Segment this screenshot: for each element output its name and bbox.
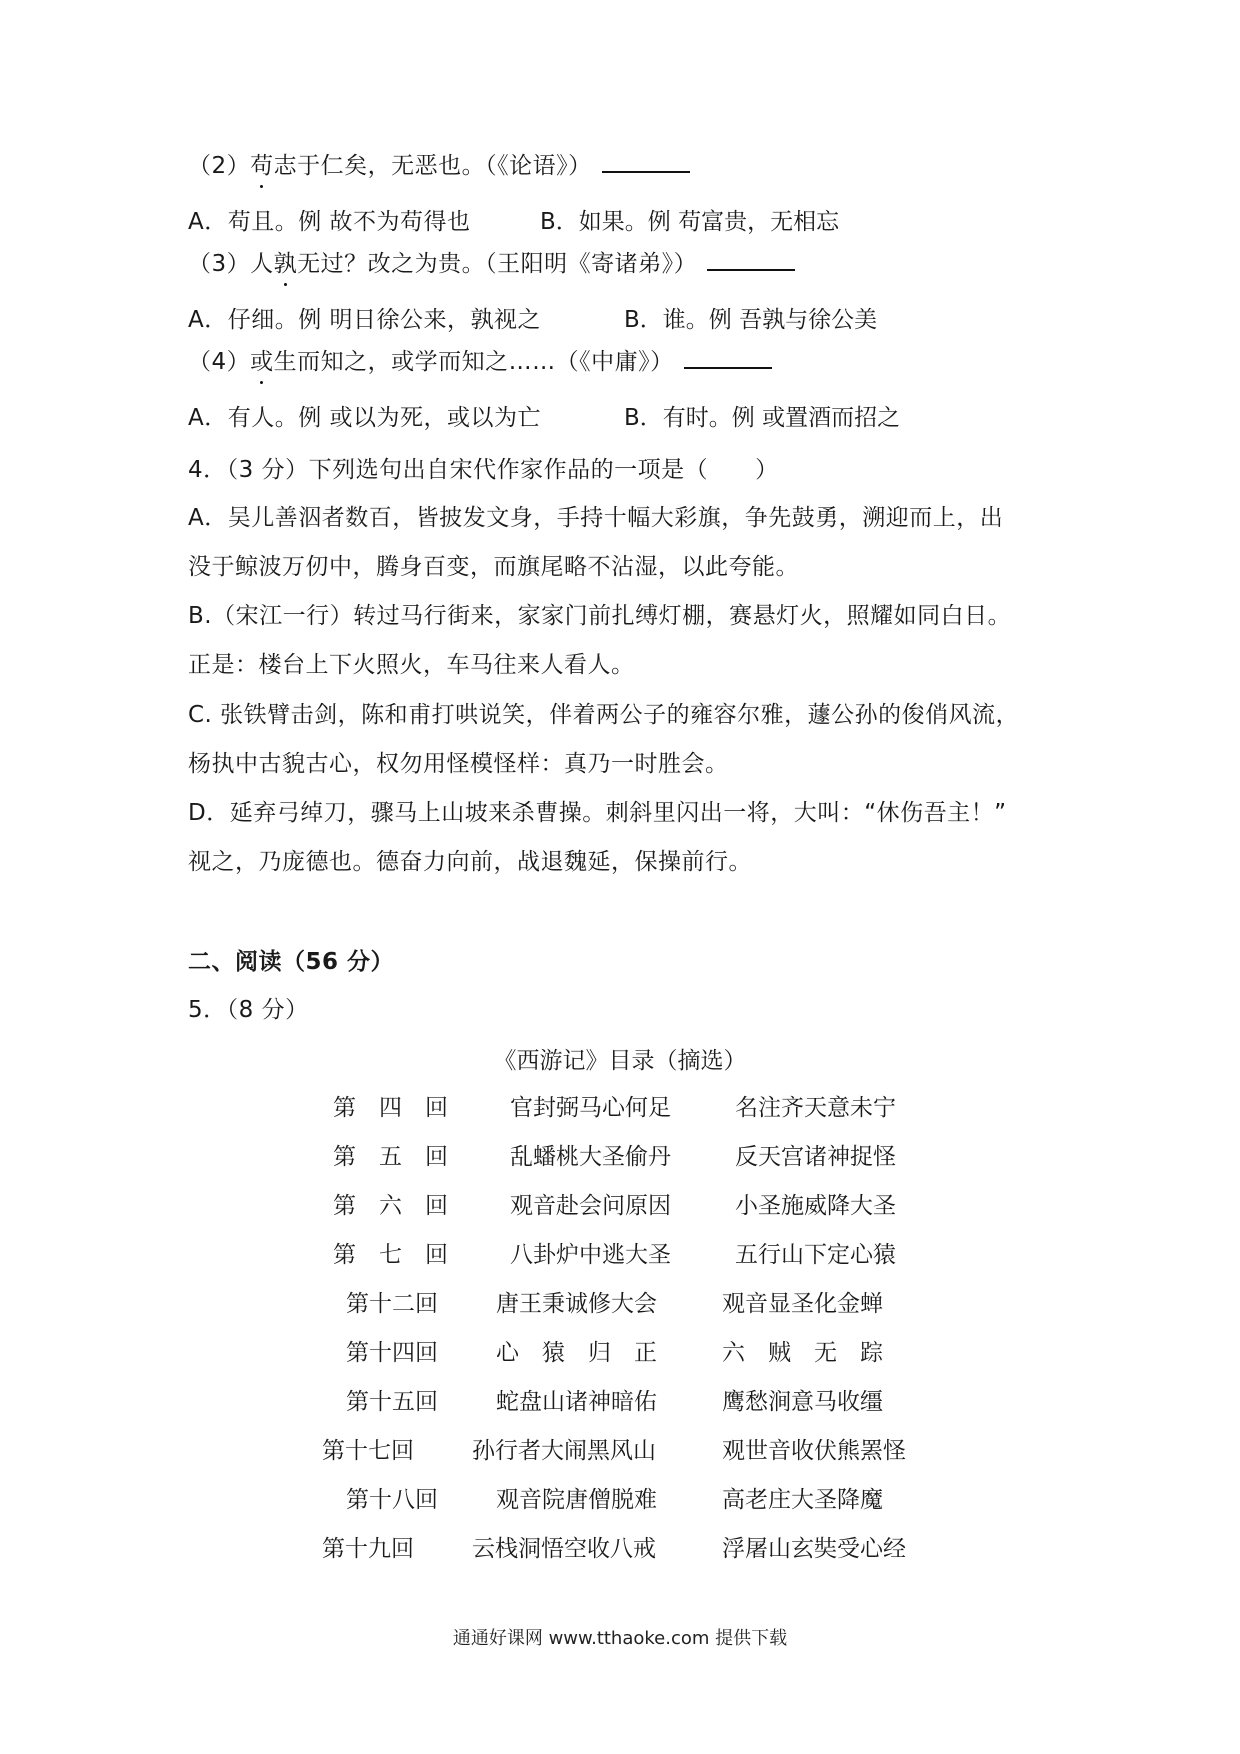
toc-chapter-number: 第十四回 [346, 1340, 438, 1366]
toc-row [0, 1337, 1240, 1373]
q3-item2 [188, 150, 690, 182]
q3-item2-text: 志于仁矣，无恶也。（《论语》） [273, 153, 592, 179]
toc-chapter-number: 第十七回 [322, 1438, 414, 1464]
toc-chapter-title-b: 名注齐天意未宁 [735, 1095, 896, 1121]
q4-stem: 4．（3 分）下列选句出自宋代作家作品的一项是（ ） [188, 457, 779, 483]
toc-chapter-title-b: 六 贼 无 踪 [722, 1340, 883, 1366]
toc-row [0, 1141, 1240, 1177]
toc-chapter-title-a: 云栈洞悟空收八戒 [472, 1536, 656, 1562]
emphasis-char: 孰 [274, 248, 298, 280]
q3-item2-option-a: A．苟且。例 故不为苟得也 [188, 209, 471, 235]
toc-chapter-number: 第十八回 [346, 1487, 438, 1513]
toc-chapter-title-b: 高老庄大圣降魔 [722, 1487, 883, 1513]
toc-chapter-title-a: 孙行者大闹黑风山 [472, 1438, 656, 1464]
toc-row [0, 1386, 1240, 1422]
q3-item3-prefix: （3）人 [188, 251, 274, 277]
emphasis-char: 苟 [250, 150, 274, 182]
section-title: 二、阅读（56 分） [188, 949, 395, 975]
answer-blank[interactable] [684, 367, 772, 369]
toc-chapter-number: 第 四 回 [333, 1095, 448, 1121]
toc-chapter-number: 第十五回 [346, 1389, 438, 1415]
toc-chapter-title-b: 反天宫诸神捉怪 [735, 1144, 896, 1170]
toc-chapter-title-a: 官封弼马心何足 [510, 1095, 671, 1121]
toc-chapter-title-a: 观音赴会问原因 [510, 1193, 671, 1219]
toc-row [0, 1288, 1240, 1324]
q5-stem: 5．（8 分） [188, 997, 309, 1023]
toc-chapter-number: 第十九回 [322, 1536, 414, 1562]
toc-chapter-number: 第 六 回 [333, 1193, 448, 1219]
toc-chapter-title-b: 浮屠山玄奘受心经 [722, 1536, 906, 1562]
toc-row [0, 1435, 1240, 1471]
q3-item4 [188, 346, 772, 378]
toc-row [0, 1533, 1240, 1569]
q3-item2-option-b: B．如果。例 苟富贵，无相忘 [540, 209, 840, 235]
toc-chapter-number: 第 五 回 [333, 1144, 448, 1170]
q4-option-d-line2: 视之，乃庞德也。德奋力向前，战退魏延，保操前行。 [188, 849, 752, 875]
toc-chapter-title-a: 唐王秉诚修大会 [496, 1291, 657, 1317]
toc-chapter-title-b: 小圣施威降大圣 [735, 1193, 896, 1219]
answer-blank[interactable] [602, 171, 690, 173]
toc-chapter-number: 第 七 回 [333, 1242, 448, 1268]
q3-item3-text: 无过？改之为贵。（王阳明《寄诸弟》） [297, 251, 698, 277]
page-footer: 通通好课网 www.tthaoke.com 提供下载 [452, 1628, 788, 1649]
q3-item4-option-b: B．有时。例 或置酒而招之 [624, 405, 901, 431]
toc-chapter-title-b: 观音显圣化金蝉 [722, 1291, 883, 1317]
toc-chapter-title-b: 鹰愁涧意马收缰 [722, 1389, 883, 1415]
q3-item2-prefix: （2） [188, 153, 251, 179]
q3-item3-option-b: B．谁。例 吾孰与徐公美 [624, 307, 878, 333]
q3-item3 [188, 248, 795, 280]
q4-option-a-line1: A．吴儿善泅者数百，皆披发文身，手持十幅大彩旗，争先鼓勇，溯迎而上，出 [188, 505, 1004, 531]
toc-chapter-title-b: 观世音收伏熊罴怪 [722, 1438, 906, 1464]
toc-chapter-title-b: 五行山下定心猿 [735, 1242, 896, 1268]
toc-chapter-title-a: 蛇盘山诸神暗佑 [496, 1389, 657, 1415]
q4-option-a-line2: 没于鲸波万仞中，腾身百变，而旗尾略不沾湿，以此夸能。 [188, 554, 799, 580]
toc-row [0, 1092, 1240, 1128]
q4-option-d-line1: D．延弃弓绰刀，骤马上山坡来杀曹操。刺斜里闪出一将，大叫：“休伤吾主！” [188, 800, 1007, 826]
emphasis-char: 或 [250, 346, 274, 378]
toc-chapter-title-a: 八卦炉中逃大圣 [510, 1242, 671, 1268]
q3-item4-text: 生而知之，或学而知之……（《中庸》） [273, 349, 674, 375]
q4-option-b-line1: B.（宋江一行）转过马行街来，家家门前扎缚灯棚，赛悬灯火，照耀如同白日。 [188, 603, 1012, 629]
toc-row [0, 1190, 1240, 1226]
q4-option-c-line1: C. 张铁臂击剑，陈和甫打哄说笑，伴着两公子的雍容尔雅，蘧公孙的俊俏风流， [188, 702, 1020, 728]
toc-chapter-title-a: 乱蟠桃大圣偷丹 [510, 1144, 671, 1170]
toc-row [0, 1239, 1240, 1275]
toc-row [0, 1484, 1240, 1520]
q4-option-b-line2: 正是：楼台上下火照火，车马往来人看人。 [188, 652, 635, 678]
q4-option-c-line2: 杨执中古貌古心，权勿用怪模怪样：真乃一时胜会。 [188, 751, 729, 777]
q3-item4-prefix: （4） [188, 349, 251, 375]
answer-blank[interactable] [707, 269, 795, 271]
toc-chapter-title-a: 观音院唐僧脱难 [496, 1487, 657, 1513]
toc-chapter-number: 第十二回 [346, 1291, 438, 1317]
q3-item3-option-a: A．仔细。例 明日徐公来，孰视之 [188, 307, 542, 333]
toc-title: 《西游记》目录（摘选） [493, 1048, 747, 1074]
toc-chapter-title-a: 心 猿 归 正 [496, 1340, 657, 1366]
q3-item4-option-a: A．有人。例 或以为死，或以为亡 [188, 405, 542, 431]
